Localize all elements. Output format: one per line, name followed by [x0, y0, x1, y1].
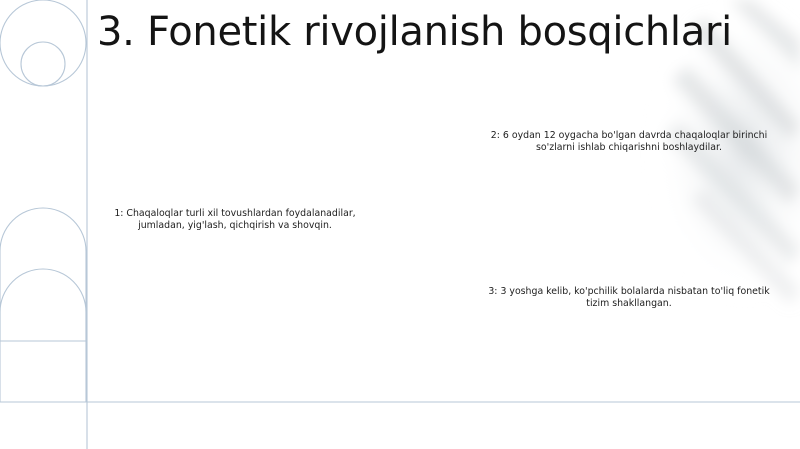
slide-title: 3. Fonetik rivojlanish bosqichlari [97, 9, 732, 55]
stage-2-text: 2: 6 oydan 12 oygacha bo'lgan davrda chaqaloqlar birinchi so'zlarni ishlab chiqarishni boshlaydilar. [490, 130, 768, 153]
stage-3-text: 3: 3 yoshga kelib, ko'pchilik bolalarda nisbatan to'liq fonetik tizim shakllangan. [488, 286, 770, 309]
stage-1-text: 1: Chaqaloqlar turli xil tovushlardan foydalanadilar, jumladan, yig'lash, qichqirish va shovqin. [114, 208, 356, 231]
